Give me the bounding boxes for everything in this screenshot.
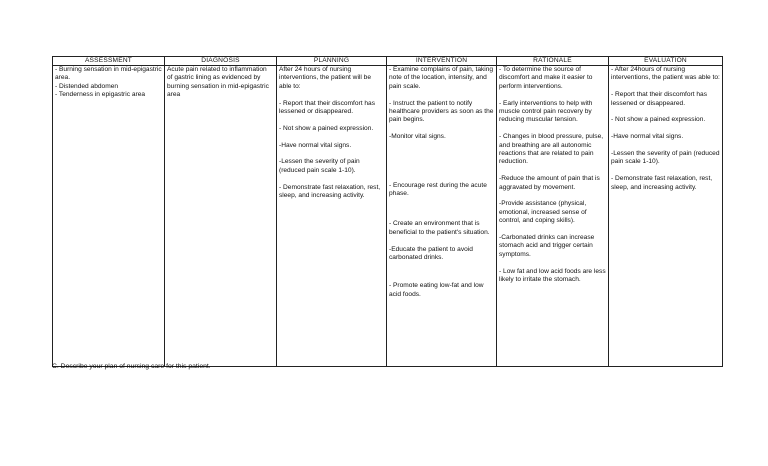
planning-item: - Not show a pained expression. [279,124,374,132]
planning-item: - Report that their discomfort has lessened or disappeared. [279,99,376,116]
rationale-item: - To determine the source of discomfort and make it easier to perform interventions. [499,66,593,90]
assessment-item: - Distended abdomen [55,82,119,90]
intervention-item: - Instruct the patient to notify healthcare providers as soon as the pain begins. [389,99,494,124]
rationale-item: - Changes in blood pressure, pulse, and breathing are all autonomic reactions that are related to pain reduction. [499,133,604,166]
intervention-item: -Monitor vital signs. [389,133,446,141]
rationale-item: - Early interventions to help with muscle control pain recovery by reducing muscular tension. [499,99,593,124]
evaluation-item: -Lessen the severity of pain (reduced pain scale 1-10). [611,150,720,166]
evaluation-item: - Demonstrate fast relaxation, rest, sleep, and increasing activity. [611,175,713,191]
evaluation-item: - Not show a pained expression. [611,116,706,124]
intervention-cell [387,66,497,367]
nursing-care-plan [52,56,722,367]
planning-item: -Lessen the severity of pain (reduced pain scale 1-10). [279,158,360,174]
rationale-item: -Provide assistance (physical, emotional, increased sense of control, and coping skills). [499,200,587,225]
planning-cell [277,66,387,367]
rationale-item: -Carbonated drinks can increase stomach acid and trigger certain symptoms. [499,234,595,258]
evaluation-cell [609,66,723,367]
diagnosis-cell [165,66,277,367]
care-plan-table [52,56,723,367]
assessment-cell [53,66,165,367]
evaluation-item: - Report that their discomfort has lessened or disappeared. [611,91,708,107]
diagnosis-text: Acute pain related to inflammation of gastric lining as evidenced by burning sensation in mid-epigastric area [167,66,269,99]
planning-item: After 24 hours of nursing interventions, the patient will be able to: [279,66,372,90]
intervention-item: - Encourage rest during the acute phase. [389,181,487,198]
intervention-item: - Promote eating low-fat and low acid foods. [389,282,484,298]
header-planning: PLANNING [277,57,387,66]
rationale-item: -Reduce the amount of pain that is aggravated by movement. [499,175,600,191]
header-intervention: INTERVENTION [387,57,497,66]
assessment-item: - Burning sensation in mid-epigastric area. [55,66,162,82]
rationale-item: - Low fat and low acid foods are less likely to irritate the stomach. [499,267,606,284]
evaluation-item: -Have normal vital signs. [611,133,684,141]
planning-item: -Have normal vital signs. [279,141,352,149]
rationale-cell [497,66,609,367]
assessment-item: - Tenderness in epigastric area [55,91,146,99]
header-rationale: RATIONALE [497,57,609,66]
intervention-item: - Examine complains of pain, taking note of the location, intensity, and pain scale. [389,66,494,90]
planning-item: - Demonstrate fast relaxation, rest, sleep, and increasing activity. [279,183,381,200]
header-row [53,57,723,66]
footer-question: C. Describe your plan of nursing care for this patient. [52,363,211,370]
header-diagnosis: DIAGNOSIS [165,57,277,66]
content-row [53,66,723,367]
evaluation-item: - After 24hours of nursing interventions, the patient was able to: [611,66,720,82]
intervention-item: - Create an environment that is beneficial to the patient's situation. [389,220,490,236]
header-assessment: ASSESSMENT [53,57,165,66]
header-evaluation: EVALUATION [609,57,723,66]
intervention-item: -Educate the patient to avoid carbonated drinks. [389,245,473,262]
